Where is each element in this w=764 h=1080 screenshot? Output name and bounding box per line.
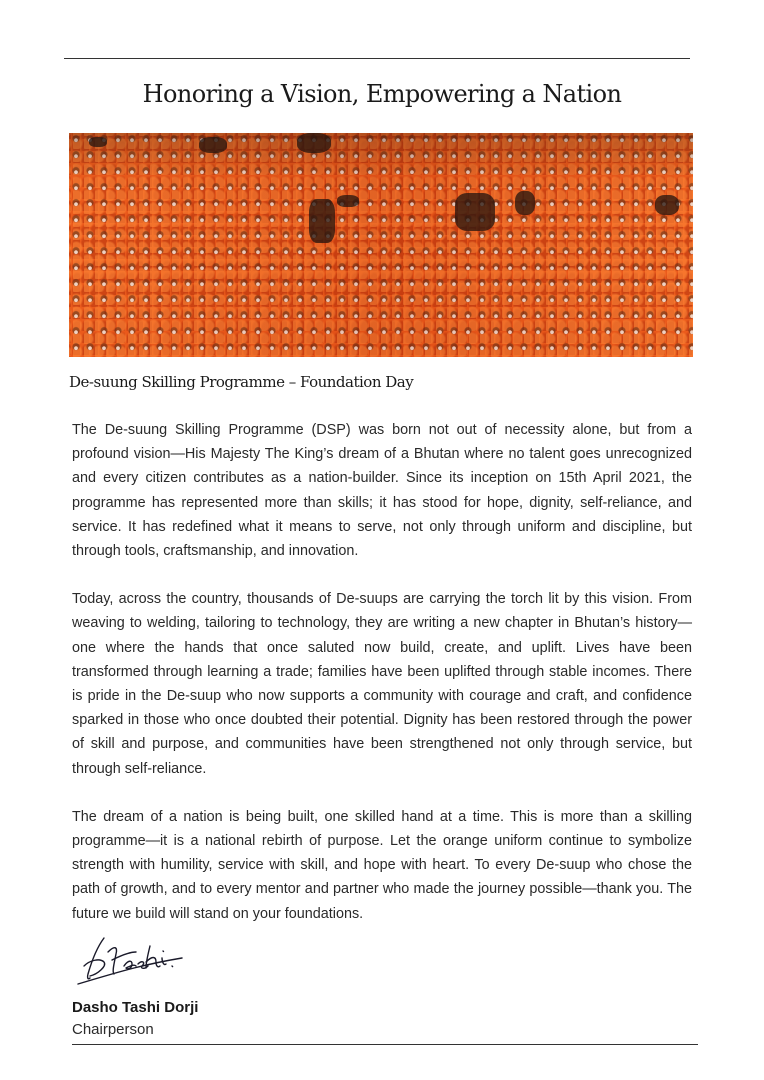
paragraph-3: The dream of a nation is being built, one skilled hand at a time. This is more than a skilling programme—it is a national rebirth of purpose. Let the orange uniform continue to symbolize strength with humility, service with skill, and hope with heart. To every De-suup who chose the path of growth, and to every mentor and partner who made the journey possible—thank you. The future we build will stand on your foundations. xyxy=(72,808,692,922)
paragraph-1: The De-suung Skilling Programme (DSP) was born not out of necessity alone, but from a profound vision—His Majesty The King’s dream of a Bhutan where no talent goes unrecognized and every citizen contributes as a nation-builder. Since its inception on 15th April 2021, the programme has represented more than skills; it has stood for hope, dignity, self-reliance, and service. It has redefined what it means to serve, not only through uniform and discipline, but through tools, craftsmanship, and innovation. xyxy=(72,422,692,560)
paragraph-2: Today, across the country, thousands of De-suups are carrying the torch lit by this vision. From weaving to welding, tailoring to technology, they are writing a new chapter in Bhutan’s history—one where the hands that once saluted now build, create, and uplift. Lives have been transformed through learning a trade; families have been uplifted through stable incomes. There is pride in the De-suup who now supports a community with courage and craft, and confidence sparked in those who once doubted their potential. Dignity has been restored through the power of skill and purpose, and communities have been strengthened not only through service, but through self-reliance. xyxy=(72,591,692,777)
top-divider xyxy=(64,58,690,59)
letter-body xyxy=(72,418,692,950)
crowd-photo xyxy=(69,133,693,357)
page-title: Honoring a Vision, Empowering a Nation xyxy=(142,80,622,108)
section-subtitle: De-suung Skilling Programme – Foundation Day xyxy=(69,373,414,391)
signatory-role: Chairperson xyxy=(72,1021,154,1038)
handwritten-signature xyxy=(74,932,186,990)
bottom-divider xyxy=(72,1044,698,1045)
signatory-name: Dasho Tashi Dorji xyxy=(72,999,199,1016)
